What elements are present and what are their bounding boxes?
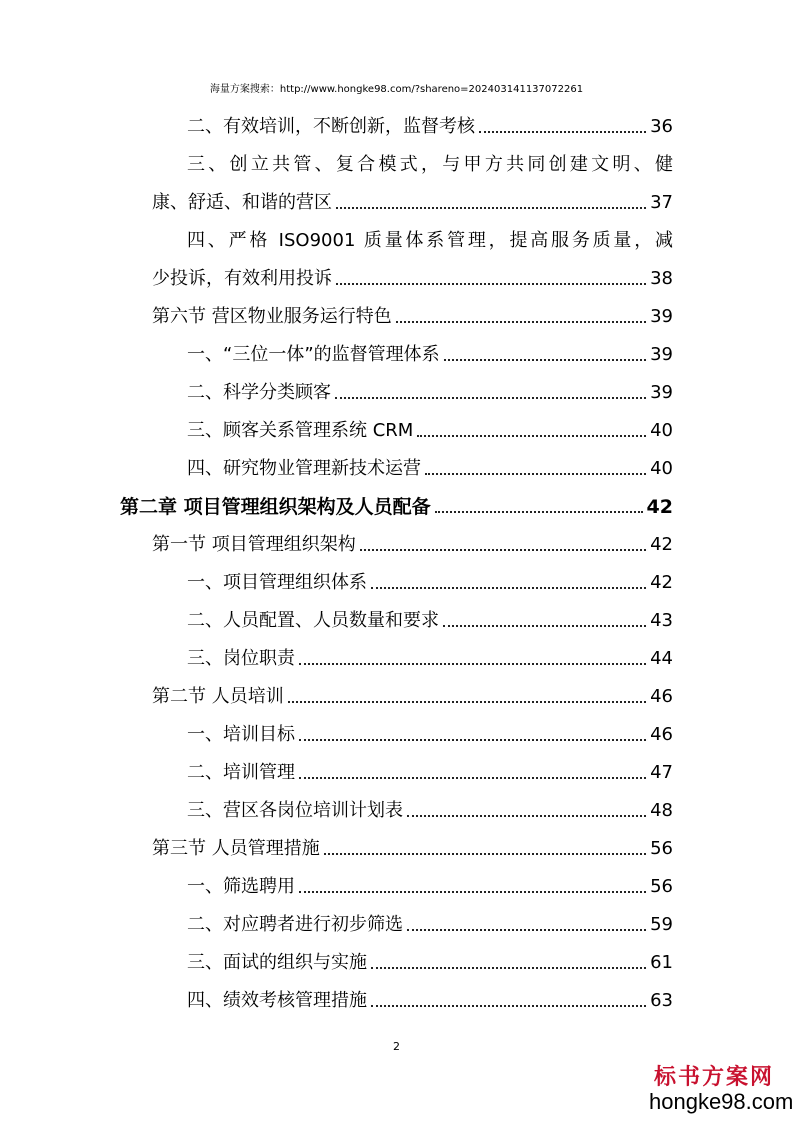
toc-dot-leader <box>371 1005 646 1007</box>
toc-dot-leader <box>288 701 646 703</box>
toc-entry-page: 39 <box>650 382 673 403</box>
toc-entry-label: 第三节 人员管理措施 <box>152 838 320 859</box>
toc-entry-label: 康、舒适、和谐的营区 <box>152 192 332 213</box>
toc-entry-page: 46 <box>650 724 673 745</box>
toc-entry-page: 44 <box>650 648 673 669</box>
toc-dot-leader <box>425 473 646 475</box>
toc-entry-label: 一、“三位一体”的监督管理体系 <box>187 344 440 365</box>
toc-entry[interactable] <box>0 328 793 366</box>
toc-entry-label: 三、顾客关系管理系统 CRM <box>187 420 414 441</box>
toc-entry[interactable] <box>0 784 793 822</box>
watermark-cn-text: 标书方案网 <box>653 1064 774 1090</box>
toc-dot-leader <box>371 967 646 969</box>
toc-entry-page: 38 <box>650 268 673 289</box>
toc-entry-label: 三、面试的组织与实施 <box>187 952 367 973</box>
toc-entry-label: 一、培训目标 <box>187 724 295 745</box>
toc-dot-leader <box>299 777 646 779</box>
toc-entry-label: 二、科学分类顾客 <box>187 382 331 403</box>
toc-entry-label: 三、岗位职责 <box>187 648 295 669</box>
toc-entry-page: 42 <box>650 572 673 593</box>
toc-entry-page: 36 <box>650 116 673 137</box>
toc-entry-page: 56 <box>650 876 673 897</box>
toc-dot-leader <box>336 207 646 209</box>
toc-entry[interactable] <box>0 138 793 176</box>
toc-entry[interactable] <box>0 404 793 442</box>
toc-entry-page: 61 <box>650 952 673 973</box>
toc-entry[interactable] <box>0 252 793 290</box>
toc-entry[interactable] <box>0 708 793 746</box>
toc-entry-label: 一、项目管理组织体系 <box>187 572 367 593</box>
toc-dot-leader <box>335 397 646 399</box>
toc-entry-page: 46 <box>650 686 673 707</box>
toc-dot-leader <box>479 131 646 133</box>
toc-entry[interactable] <box>0 290 793 328</box>
toc-entry[interactable] <box>0 366 793 404</box>
toc-entry-page: 59 <box>650 914 673 935</box>
toc-entry-label: 三、创立共管、复合模式，与甲方共同创建文明、健 <box>187 154 673 175</box>
toc-entry[interactable] <box>0 442 793 480</box>
toc-entry-label: 三、营区各岗位培训计划表 <box>187 800 403 821</box>
toc-entry[interactable] <box>0 100 793 138</box>
toc-entry[interactable] <box>0 746 793 784</box>
toc-entry-label: 第二节 人员培训 <box>152 686 284 707</box>
toc-entry[interactable] <box>0 898 793 936</box>
toc-entry-label: 少投诉，有效利用投诉 <box>152 268 332 289</box>
toc-entry-label: 第一节 项目管理组织架构 <box>152 534 356 555</box>
toc-dot-leader <box>444 359 646 361</box>
toc-dot-leader <box>360 549 646 551</box>
toc-entry[interactable] <box>0 214 793 252</box>
toc-entry-page: 42 <box>650 534 673 555</box>
toc-dot-leader <box>396 321 646 323</box>
toc-chapter-entry[interactable] <box>0 480 793 518</box>
toc-dot-leader <box>443 625 646 627</box>
toc-entry-label: 二、培训管理 <box>187 762 295 783</box>
toc-dot-leader <box>299 891 646 893</box>
toc-entry-page: 43 <box>650 610 673 631</box>
toc-entry-label: 一、筛选聘用 <box>187 876 295 897</box>
toc-entry-page: 40 <box>650 420 673 441</box>
toc-entry-page: 42 <box>646 496 673 518</box>
toc-dot-leader <box>435 511 643 513</box>
page-number: 2 <box>393 1040 400 1053</box>
toc-entry-label: 二、对应聘者进行初步筛选 <box>187 914 403 935</box>
toc-entry-label: 第二章 项目管理组织架构及人员配备 <box>120 496 431 518</box>
toc-entry[interactable] <box>0 518 793 556</box>
page-header-url: 海量方案搜索：http://www.hongke98.com/?shareno=20240314113707226​1 <box>209 84 584 95</box>
toc-entry-label: 四、严格 ISO9001 质量体系管理，提高服务质量，减 <box>187 230 673 251</box>
site-watermark-logo <box>649 1064 793 1114</box>
toc-entry[interactable] <box>0 556 793 594</box>
toc-entry-label: 四、绩效考核管理措施 <box>187 990 367 1011</box>
toc-entry-label: 二、有效培训，不断创新，监督考核 <box>187 116 475 137</box>
toc-dot-leader <box>324 853 646 855</box>
toc-entry-label: 第六节 营区物业服务运行特色 <box>152 306 392 327</box>
toc-entry-page: 40 <box>650 458 673 479</box>
toc-entry[interactable] <box>0 176 793 214</box>
toc-dot-leader <box>336 283 646 285</box>
toc-entry[interactable] <box>0 594 793 632</box>
toc-entry-page: 48 <box>650 800 673 821</box>
toc-entry-page: 37 <box>650 192 673 213</box>
toc-entry[interactable] <box>0 860 793 898</box>
toc-entry-page: 63 <box>650 990 673 1011</box>
toc-entry[interactable] <box>0 670 793 708</box>
toc-entry-page: 56 <box>650 838 673 859</box>
toc-entry-label: 二、人员配置、人员数量和要求 <box>187 610 439 631</box>
toc-dot-leader <box>299 739 646 741</box>
toc-entry-page: 39 <box>650 344 673 365</box>
toc-entry-page: 39 <box>650 306 673 327</box>
toc-entry[interactable] <box>0 936 793 974</box>
toc-dot-leader <box>417 435 646 437</box>
toc-dot-leader <box>299 663 646 665</box>
toc-dot-leader <box>407 815 646 817</box>
watermark-en-text: hongke98.com <box>649 1089 793 1114</box>
toc-entry[interactable] <box>0 822 793 860</box>
toc-dot-leader <box>371 587 646 589</box>
toc-dot-leader <box>407 929 646 931</box>
toc-entry[interactable] <box>0 974 793 1012</box>
toc-entry-label: 四、研究物业管理新技术运营 <box>187 458 421 479</box>
toc-entry[interactable] <box>0 632 793 670</box>
toc-entry-page: 47 <box>650 762 673 783</box>
